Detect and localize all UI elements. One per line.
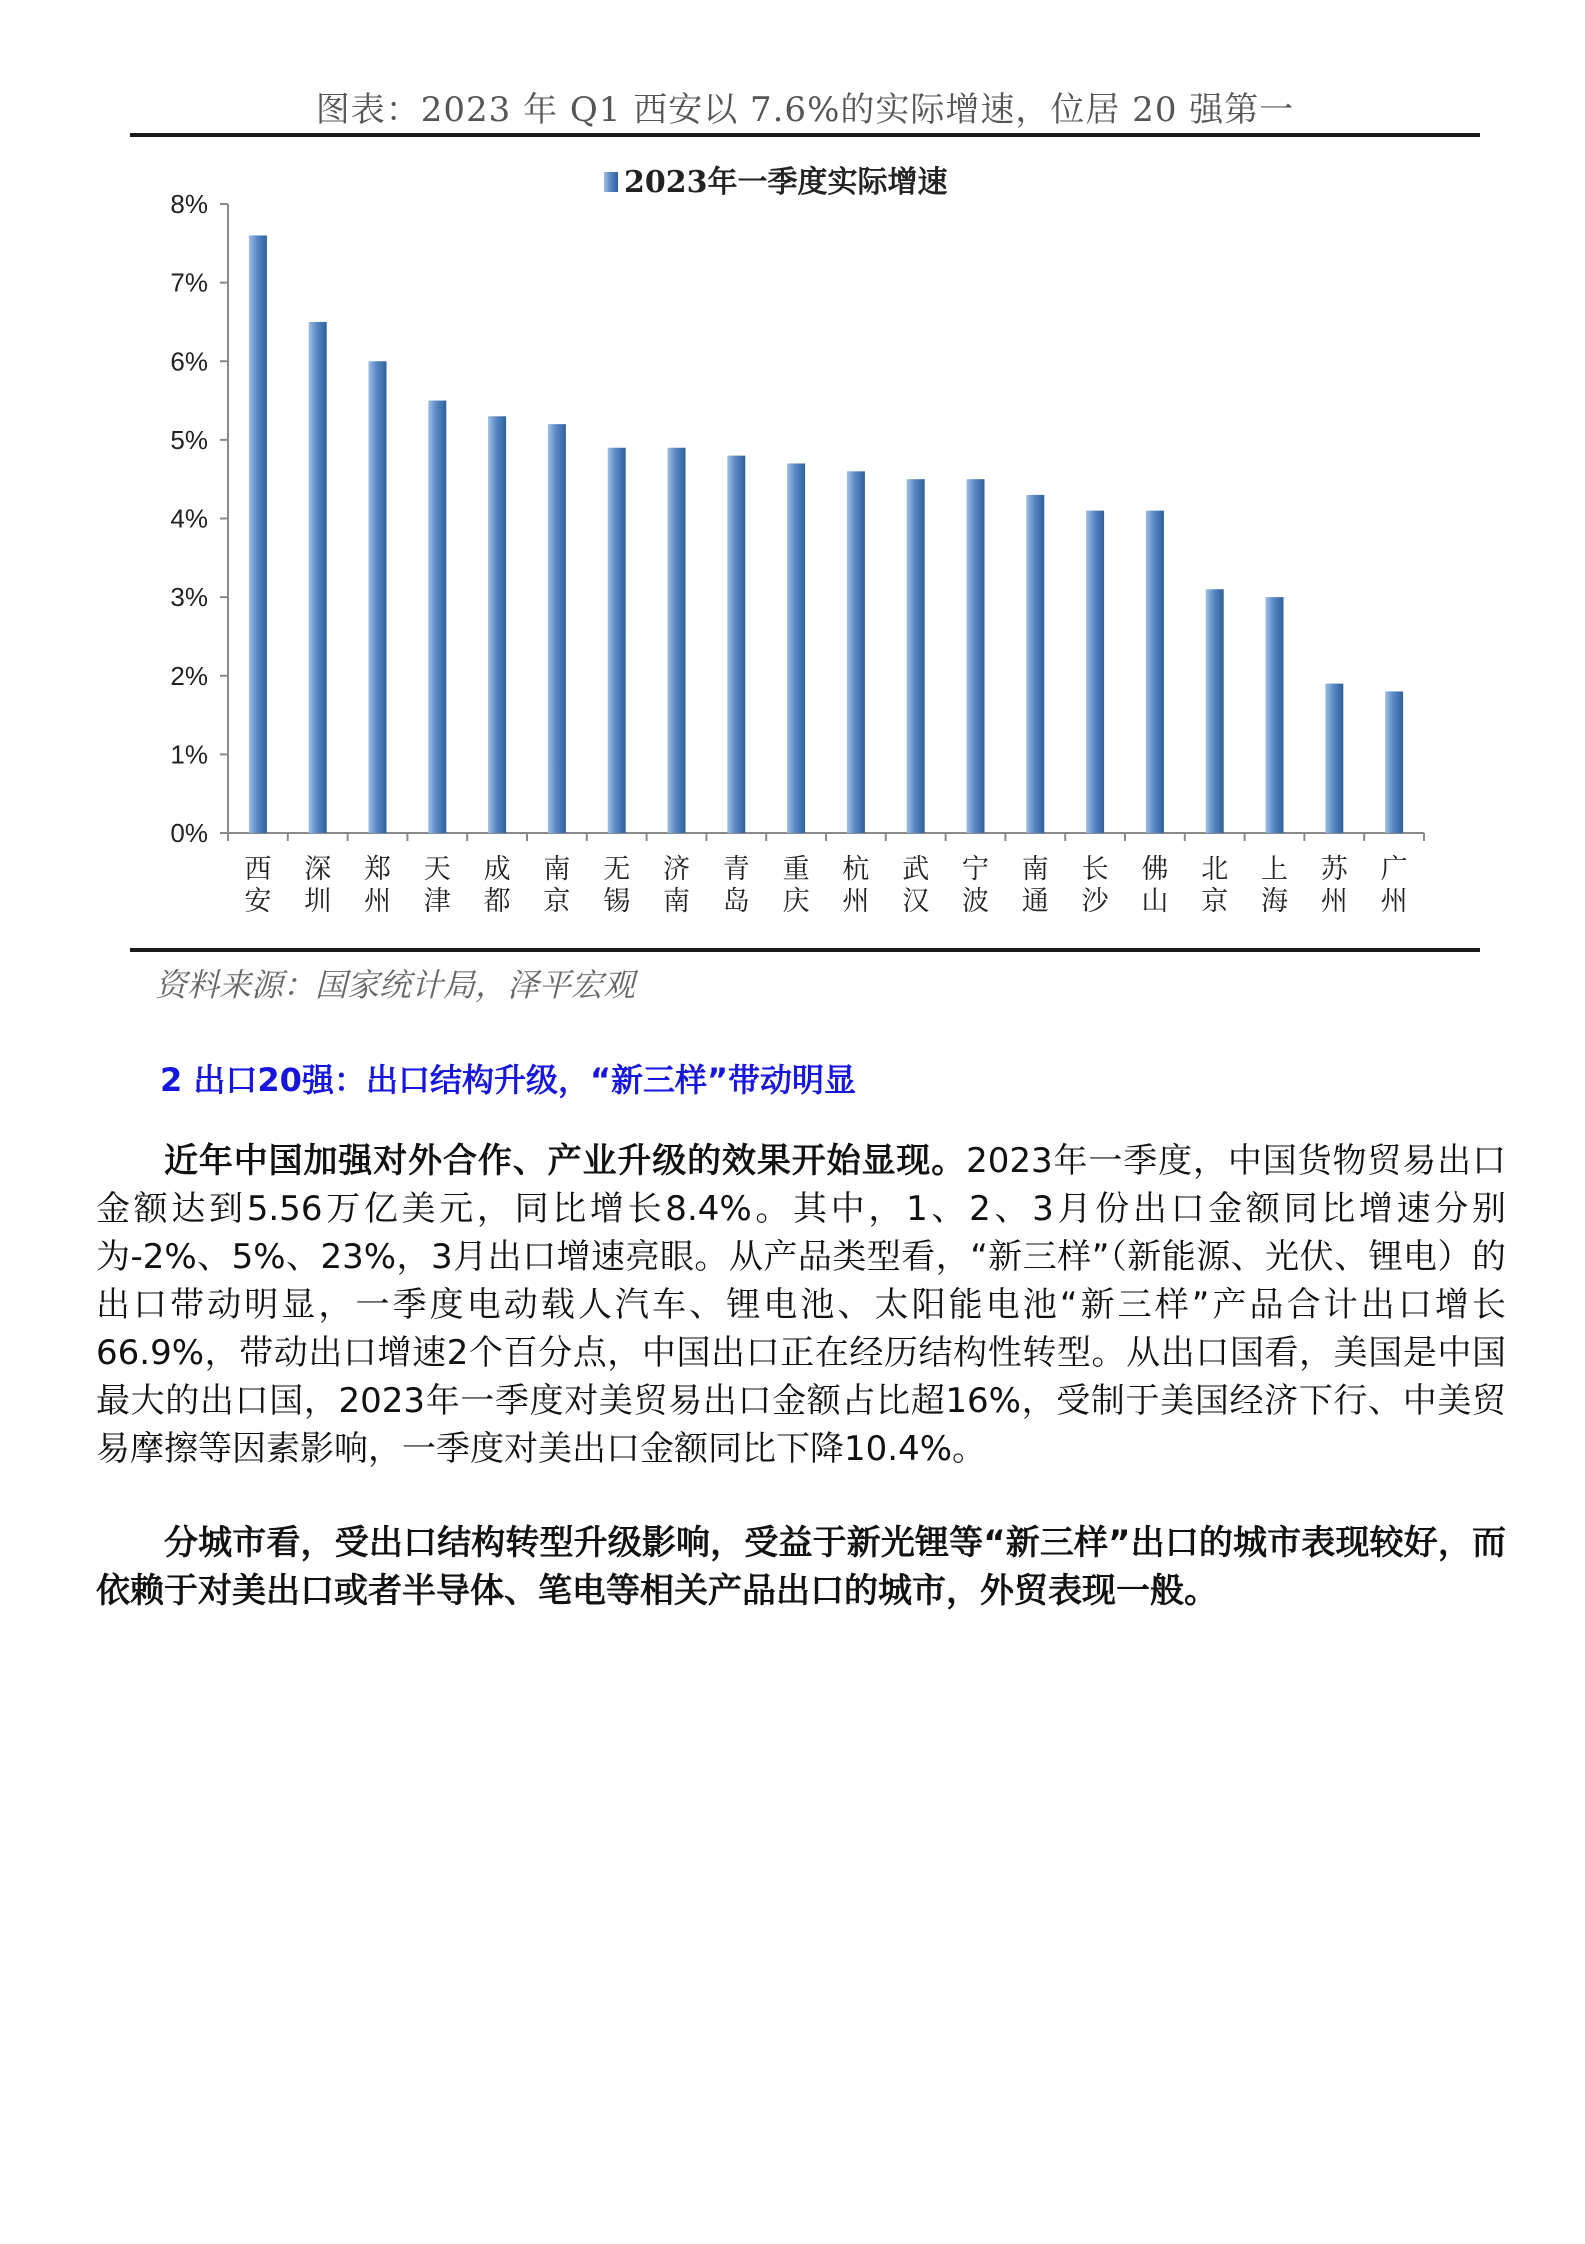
bar-重庆 [787,463,805,833]
x-tick-label: 山 [1141,886,1169,917]
x-tick-label: 重 [782,854,810,885]
x-tick-label: 沙 [1081,886,1109,917]
bar-南京 [548,424,566,833]
x-tick-label: 汉 [902,886,930,917]
x-tick-label: 州 [364,886,391,917]
x-tick-label: 京 [543,886,571,917]
x-tick-label: 南 [1021,854,1049,885]
x-tick-label: 州 [842,886,870,917]
bar-宁波 [967,479,985,833]
bar-杭州 [847,471,865,833]
x-tick-label: 无 [603,854,631,885]
x-tick-label: 州 [1380,886,1408,917]
x-tick-label: 成 [483,854,511,885]
x-tick-label: 苏 [1320,854,1348,885]
y-tick-label: 6% [170,346,208,377]
x-tick-label: 海 [1261,886,1288,917]
x-tick-label: 北 [1201,854,1229,885]
x-tick-label: 武 [902,854,930,885]
bar-广州 [1385,691,1403,833]
x-tick-label: 安 [244,886,272,917]
y-tick-label: 0% [170,818,208,848]
x-tick-label: 宁 [962,854,989,885]
y-tick-label: 1% [170,739,208,770]
x-tick-label: 州 [1320,886,1348,917]
paragraph-body: 2023年一季度，中国货物贸易出口金额达到5.56万亿美元，同比增长8.4%。其中，1、2、3月份出口金额同比增速分别为-2%、5%、23%，3月出口增速亮眼。从产品类型看，“新三样”（新能源、光伏、锂电）的出口带动明显，一季度电动载人汽车、锂电池、太阳能电池“新三样”产品合计出口增长66.9%，带动出口增速2个百分点，中国出口正在经历结构性转型。从出口国看，美国是中国最大的出口国，2023年一季度对美贸易出口金额占比超16%，受制于美国经济下行、中美贸易摩擦等因素影响，一季度对美出口金额同比下降10.4%。 [96,1141,1506,1469]
x-tick-label: 上 [1261,854,1288,885]
figure-source: 资料来源：国家统计局，泽平宏观 [155,966,636,1004]
x-tick-label: 济 [663,854,690,885]
x-tick-label: 南 [663,886,690,917]
x-tick-label: 圳 [304,886,332,917]
bar-佛山 [1146,511,1164,833]
bar-苏州 [1325,684,1343,833]
bar-天津 [428,401,446,833]
x-tick-label: 京 [1201,886,1229,917]
x-tick-label: 南 [543,854,571,885]
bar-深圳 [309,322,327,833]
x-tick-label: 岛 [722,886,750,917]
x-tick-label: 郑 [364,854,391,885]
bar-济南 [668,448,686,833]
x-tick-label: 都 [483,886,511,917]
x-tick-label: 天 [423,854,451,885]
bar-西安 [249,235,267,833]
y-tick-label: 3% [170,582,208,613]
x-tick-label: 佛 [1141,854,1169,885]
bar-长沙 [1086,511,1104,833]
figure-caption: 图表：2023 年 Q1 西安以 7.6%的实际增速，位居 20 强第一 [315,90,1295,130]
x-tick-label: 庆 [782,886,810,917]
bar-成都 [488,416,506,833]
caption-rule [130,133,1480,137]
y-tick-label: 7% [170,267,208,298]
legend-swatch [604,172,618,192]
y-tick-label: 2% [170,660,208,691]
x-tick-label: 长 [1081,854,1109,885]
x-tick-label: 西 [244,854,272,885]
x-tick-label: 锡 [603,886,631,917]
chart-legend [604,165,948,200]
section-heading: 2 出口20强：出口结构升级，“新三样”带动明显 [160,1061,857,1099]
x-tick-label: 波 [962,886,989,917]
bar-南通 [1026,495,1044,833]
y-tick-label: 5% [170,424,208,455]
x-tick-label: 杭 [842,854,870,885]
paragraph-exports [96,1137,1506,1473]
x-tick-label: 深 [304,854,332,885]
bar-chart [130,140,1450,940]
chart-title: 2023年一季度实际增速 [624,165,948,200]
y-tick-label: 8% [170,189,208,219]
bar-无锡 [608,448,626,833]
bar-武汉 [907,479,925,833]
y-tick-label: 4% [170,503,208,534]
x-tick-label: 通 [1021,886,1049,917]
bar-上海 [1266,597,1284,833]
bar-北京 [1206,589,1224,833]
x-tick-label: 青 [722,854,750,885]
paragraph-lead: 近年中国加强对外合作、产业升级的效果开始显现。 [164,1141,967,1181]
paragraph-cities: 分城市看，受出口结构转型升级影响，受益于新光锂等“新三样”出口的城市表现较好，而依赖于对美出口或者半导体、笔电等相关产品出口的城市，外贸表现一般。 [96,1523,1506,1611]
source-rule [130,948,1480,952]
bar-青岛 [727,456,745,833]
x-tick-label: 广 [1380,854,1408,885]
bar-郑州 [369,361,387,833]
x-tick-label: 津 [423,886,451,917]
